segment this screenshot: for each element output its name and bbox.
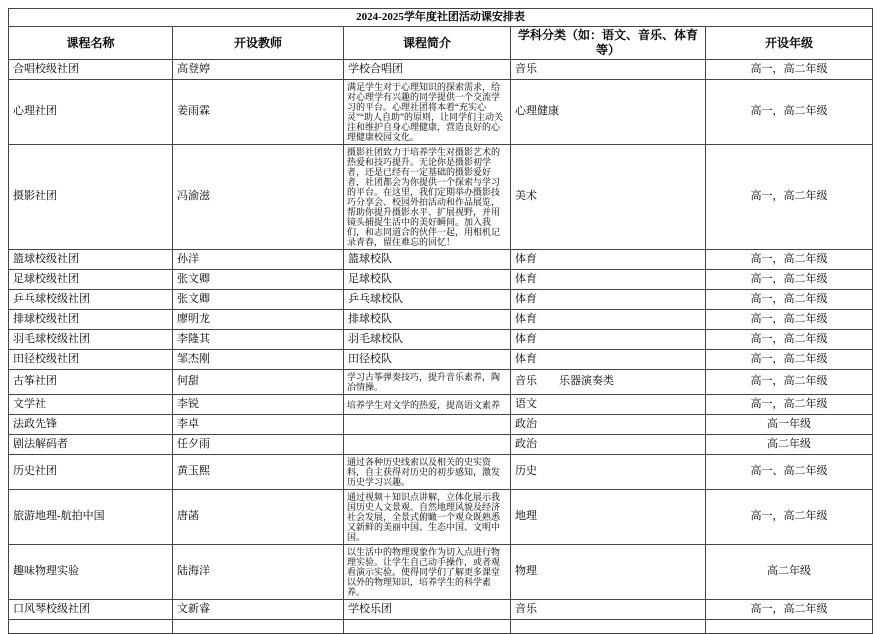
intro-cell [344, 415, 511, 435]
subject-cell: 音乐 [511, 600, 706, 620]
subject-cell: 体育 [511, 270, 706, 290]
teacher-cell: 廖明龙 [173, 310, 344, 330]
teacher-cell: 姜雨霖 [173, 80, 344, 145]
column-header-4: 开设年级 [706, 27, 873, 60]
course-name-cell: 篮球校级社团 [9, 250, 173, 270]
course-name-cell: 合唱校级社团 [9, 60, 173, 80]
table-row [9, 310, 873, 330]
grade-cell: 高一，高二年级 [706, 270, 873, 290]
table-row [9, 395, 873, 415]
table-row [9, 545, 873, 600]
intro-cell: 乒乓球校队 [344, 290, 511, 310]
subject-cell [511, 620, 706, 634]
grade-cell: 高一年级 [706, 415, 873, 435]
teacher-cell: 任夕雨 [173, 435, 344, 455]
course-name-cell: 文学社 [9, 395, 173, 415]
intro-cell: 满足学生对于心理知识的探索需求，给对心理学有兴趣的同学提供一个交流学习的平台。心理社团将本着“充实心灵”“助人自助”的原则，让同学们主动关注和维护自身心理健康，营造良好的心理健康校园文化。 [344, 80, 511, 145]
intro-cell: 羽毛球校队 [344, 330, 511, 350]
grade-cell: 高一，高二年级 [706, 310, 873, 330]
course-name-cell: 心理社团 [9, 80, 173, 145]
table-row [9, 80, 873, 145]
course-name-cell: 法政先锋 [9, 415, 173, 435]
grade-cell: 高二年级 [706, 435, 873, 455]
course-name-cell: 排球校级社团 [9, 310, 173, 330]
teacher-cell: 文新睿 [173, 600, 344, 620]
teacher-cell: 唐菡 [173, 490, 344, 545]
teacher-cell: 张文卿 [173, 270, 344, 290]
course-name-cell: 古筝社团 [9, 370, 173, 395]
table-row [9, 600, 873, 620]
table-row [9, 455, 873, 490]
intro-cell: 田径校队 [344, 350, 511, 370]
table-row [9, 250, 873, 270]
course-name-cell: 旅游地理-航拍中国 [9, 490, 173, 545]
title-row [9, 9, 873, 27]
course-name-cell: 口风琴校级社团 [9, 600, 173, 620]
table-row [9, 620, 873, 634]
teacher-cell: 黄玉熙 [173, 455, 344, 490]
table-row [9, 145, 873, 250]
course-name-cell: 摄影社团 [9, 145, 173, 250]
subject-cell: 体育 [511, 290, 706, 310]
document-page [8, 8, 872, 634]
course-name-cell: 趣味物理实验 [9, 545, 173, 600]
teacher-cell: 李锐 [173, 395, 344, 415]
teacher-cell: 高登婷 [173, 60, 344, 80]
column-header-0: 课程名称 [9, 27, 173, 60]
course-name-cell: 羽毛球校级社团 [9, 330, 173, 350]
intro-cell: 通过视频＋知识点讲解，立体化展示我国历史人文景观、自然地理风貌及经济社会发展，全景式俯瞰一个观众既熟悉又新鲜的美丽中国、生态中国、文明中国。 [344, 490, 511, 545]
grade-cell: 高一，高二年级 [706, 60, 873, 80]
grade-cell: 高一，高二年级 [706, 250, 873, 270]
intro-cell: 以生活中的物理现象作为切入点进行物理实验。让学生自己动手操作，或者观看演示实验。使得同学们了解更多课堂以外的物理知识，培养学生的科学素养。 [344, 545, 511, 600]
subject-cell: 体育 [511, 350, 706, 370]
club-schedule-table [8, 8, 873, 634]
subject-cell: 政治 [511, 415, 706, 435]
course-name-cell: 剧法解码者 [9, 435, 173, 455]
table-row [9, 290, 873, 310]
subject-cell: 体育 [511, 330, 706, 350]
subject-cell: 美术 [511, 145, 706, 250]
grade-cell: 高一，高二年级 [706, 350, 873, 370]
intro-cell: 摄影社团致力于培养学生对摄影艺术的热爱和技巧提升。无论你是摄影初学者，还是已经有一定基础的摄影爱好者，社团都会为你提供一个探索与学习的平台。在这里，我们定期举办摄影技巧分享会、校园外拍活动和作品展览，帮助你提升摄影水平、扩展视野，并用镜头捕捉生活中的美好瞬间。加入我们，和志同道合的伙伴一起，用相机记录青春，留住难忘的回忆！ [344, 145, 511, 250]
column-header-3: 学科分类（如：语文、音乐、体育等） [511, 27, 706, 60]
table-row [9, 330, 873, 350]
intro-cell: 学校合唱团 [344, 60, 511, 80]
subject-cell: 地理 [511, 490, 706, 545]
grade-cell: 高一，高二年级 [706, 370, 873, 395]
teacher-cell: 冯渝滋 [173, 145, 344, 250]
column-header-1: 开设教师 [173, 27, 344, 60]
subject-cell: 政治 [511, 435, 706, 455]
table-row [9, 60, 873, 80]
table-row [9, 435, 873, 455]
intro-cell: 排球校队 [344, 310, 511, 330]
grade-cell [706, 620, 873, 634]
subject-cell: 物理 [511, 545, 706, 600]
teacher-cell: 李卓 [173, 415, 344, 435]
grade-cell: 高二年级 [706, 545, 873, 600]
grade-cell: 高一、高二年级 [706, 455, 873, 490]
subject-cell: 历史 [511, 455, 706, 490]
intro-cell [344, 435, 511, 455]
subject-cell: 音乐 [511, 60, 706, 80]
header-row [9, 27, 873, 60]
table-row [9, 270, 873, 290]
intro-cell: 学校乐团 [344, 600, 511, 620]
table-row [9, 490, 873, 545]
subject-cell: 音乐 乐器演奏类 [511, 370, 706, 395]
teacher-cell: 邹杰刚 [173, 350, 344, 370]
table-title: 2024-2025学年度社团活动课安排表 [9, 9, 873, 27]
course-name-cell: 足球校级社团 [9, 270, 173, 290]
table-row [9, 370, 873, 395]
subject-cell: 体育 [511, 310, 706, 330]
subject-cell: 体育 [511, 250, 706, 270]
table-body [9, 60, 873, 634]
course-name-cell: 田径校级社团 [9, 350, 173, 370]
teacher-cell: 孙洋 [173, 250, 344, 270]
intro-cell: 学习古筝弹奏技巧，提升音乐素养，陶冶情操。 [344, 370, 511, 395]
teacher-cell: 张文卿 [173, 290, 344, 310]
teacher-cell: 李隆其 [173, 330, 344, 350]
intro-cell [344, 620, 511, 634]
grade-cell: 高一，高二年级 [706, 600, 873, 620]
grade-cell: 高一，高二年级 [706, 330, 873, 350]
grade-cell: 高一，高二年级 [706, 395, 873, 415]
table-row [9, 415, 873, 435]
course-name-cell: 历史社团 [9, 455, 173, 490]
course-name-cell [9, 620, 173, 634]
intro-cell: 足球校队 [344, 270, 511, 290]
intro-cell: 通过各种历史线索以及相关的史实资料，自主获得对历史的初步感知，激发历史学习兴趣。 [344, 455, 511, 490]
table-row [9, 350, 873, 370]
intro-cell: 篮球校队 [344, 250, 511, 270]
grade-cell: 高一，高二年级 [706, 490, 873, 545]
grade-cell: 高一，高二年级 [706, 290, 873, 310]
grade-cell: 高一，高二年级 [706, 80, 873, 145]
column-header-2: 课程简介 [344, 27, 511, 60]
teacher-cell: 陆海洋 [173, 545, 344, 600]
intro-cell: 培养学生对文学的热爱，提高语文素养 [344, 395, 511, 415]
subject-cell: 心理健康 [511, 80, 706, 145]
subject-cell: 语文 [511, 395, 706, 415]
teacher-cell: 何甜 [173, 370, 344, 395]
grade-cell: 高一，高二年级 [706, 145, 873, 250]
teacher-cell [173, 620, 344, 634]
course-name-cell: 乒乓球校级社团 [9, 290, 173, 310]
